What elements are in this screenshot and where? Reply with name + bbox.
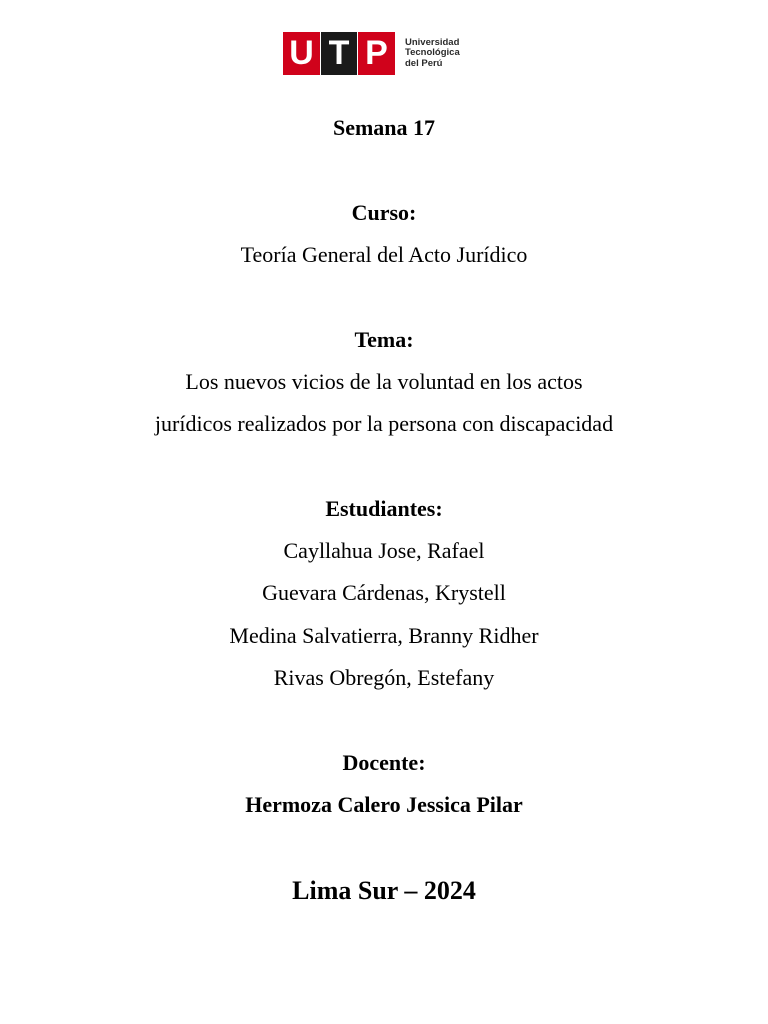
location-year: Lima Sur – 2024: [292, 876, 476, 905]
week-title: Semana 17: [332, 115, 436, 140]
student-name: Guevara Cárdenas, Krystell: [262, 580, 506, 605]
logo-letter-p: P: [358, 32, 395, 75]
student-name: Cayllahua Jose, Rafael: [283, 538, 485, 563]
logo-text-line: del Perú: [405, 57, 443, 69]
topic-line-1: Los nuevos vicios de la voluntad en los actos: [185, 369, 583, 394]
topic-label: Tema:: [354, 327, 414, 352]
logo-text-line: Tecnológica: [405, 47, 460, 59]
course-name: Teoría General del Acto Jurídico: [240, 242, 528, 267]
students-label: Estudiantes:: [325, 496, 443, 521]
logo-institution-name: [405, 38, 460, 70]
topic-line-2: jurídicos realizados por la persona con discapacidad: [154, 411, 614, 436]
student-name: Medina Salvatierra, Branny Ridher: [229, 623, 539, 648]
logo-letter-u: U: [283, 32, 320, 75]
teacher-label: Docente:: [342, 750, 426, 775]
student-name: Rivas Obregón, Estefany: [273, 665, 495, 690]
logo-letter-t: T: [321, 32, 357, 75]
teacher-name: Hermoza Calero Jessica Pilar: [245, 792, 523, 817]
course-label: Curso:: [351, 200, 417, 225]
logo-text-line: Universidad: [405, 36, 460, 48]
utp-logo: [283, 32, 460, 75]
